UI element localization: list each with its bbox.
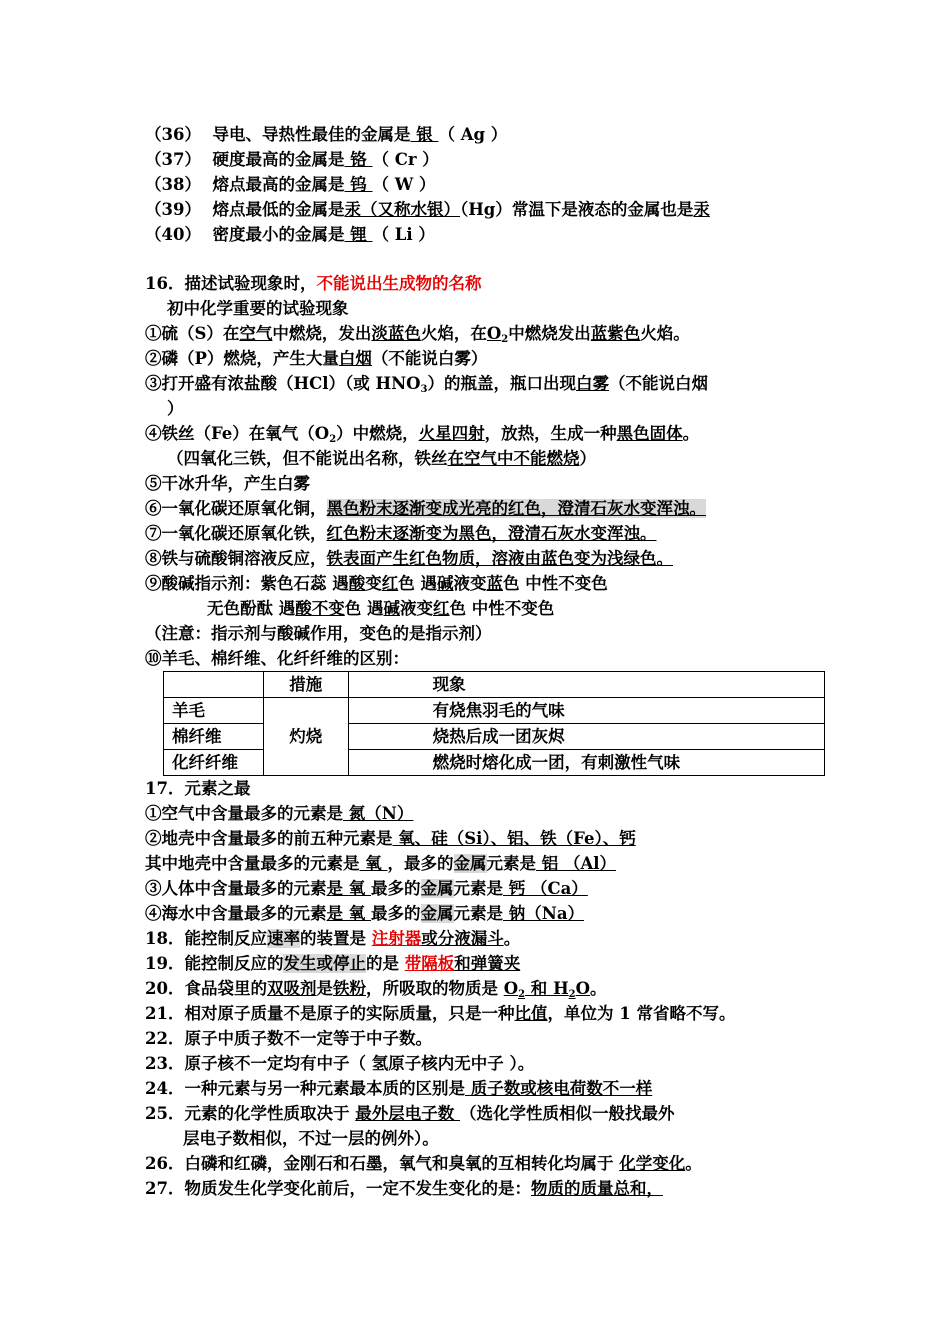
text: 色 遇: [398, 574, 437, 593]
answer: 氮（N）: [343, 804, 414, 823]
text: ①空气中含量最多的元素是: [145, 804, 343, 823]
item-number: 27．: [145, 1179, 185, 1198]
item-number: 24．: [145, 1079, 185, 1098]
item-number: （38）: [145, 175, 201, 194]
table-row: [164, 698, 825, 724]
underline-text: 空气: [239, 324, 273, 343]
text: 元素的化学性质取决于: [184, 1104, 356, 1123]
item-number: 25．: [145, 1104, 185, 1123]
text: 的是: [365, 954, 405, 973]
answer: 化学变化: [619, 1154, 686, 1173]
underline-text: 白雾: [576, 374, 609, 393]
metal-line-40: [145, 222, 825, 247]
text: ④海水中含量最多的元素: [145, 904, 327, 923]
answer: 钨: [344, 175, 373, 194]
answer: 和弹簧夹: [454, 954, 521, 973]
metal-line-39: [145, 197, 825, 222]
item-number: （37）: [145, 150, 201, 169]
item-tail: （ Ag ）: [438, 125, 508, 144]
text: 元素是: [453, 879, 503, 898]
underline-text: 铁表面产生红色物质，溶液由蓝色变为浅绿色。: [326, 549, 673, 568]
item-26: [145, 1151, 825, 1176]
table-row: [164, 724, 825, 750]
item-text: 熔点最低的金属是: [212, 200, 345, 219]
metal-line-36: [145, 122, 825, 147]
text: ④铁丝（Fe）在氧气（O: [145, 424, 330, 443]
table-header: 现象: [348, 672, 824, 698]
table-cell: 化纤纤维: [164, 750, 264, 776]
experiment-3-cont: ）: [167, 399, 184, 418]
subscript: 2: [501, 334, 509, 345]
table-row: [164, 750, 825, 776]
experiment-6: [145, 496, 825, 521]
formula: 和: [525, 979, 554, 998]
underline-text: 不变: [311, 599, 345, 618]
item-number: 19．: [145, 954, 185, 973]
underline-text: 红: [381, 574, 399, 593]
answer: 铝 （Al）: [536, 854, 617, 873]
item-text: 导电、导热性最佳的金属是: [212, 125, 411, 144]
answer: 银: [410, 125, 439, 144]
item-text: 熔点最高的金属是: [212, 175, 345, 194]
experiment-3: [145, 371, 825, 396]
underline-text: 酸: [295, 599, 312, 618]
underline-text: 碱: [437, 574, 454, 593]
text: ③打开盛有浓盐酸（HCl）（或 HNO: [145, 374, 421, 393]
item-27: [145, 1176, 825, 1201]
element-line-5: [145, 901, 825, 926]
formula: O: [503, 979, 519, 998]
text: 色 中性不变色: [503, 574, 608, 593]
item-22: [145, 1026, 825, 1051]
highlight-text: 金属: [420, 904, 454, 923]
text: （不能说白雾）: [371, 349, 488, 368]
item-text: 密度最小的金属是: [212, 225, 345, 244]
item-25: [145, 1101, 825, 1126]
experiment-1: [145, 321, 825, 346]
item-tail: （Hg）常温下是液态的金属也是: [459, 200, 694, 219]
answer: 钠（Na）: [503, 904, 585, 923]
text: 一种元素与另一种元素最本质的区别是: [184, 1079, 465, 1098]
experiment-8: [145, 546, 825, 571]
underline-text: 碱: [383, 599, 400, 618]
item-number: 26．: [145, 1154, 185, 1173]
section-17-heading: 17．元素之最: [145, 779, 251, 798]
item-number: 18．: [145, 929, 185, 948]
item-23: [145, 1051, 825, 1076]
section-16-subtitle: 初中化学重要的试验现象: [167, 299, 349, 318]
text: 的装置是: [299, 929, 372, 948]
highlight-text: 金属: [420, 879, 454, 898]
fiber-table: [163, 671, 825, 776]
text: 色 中性不变色: [449, 599, 555, 618]
item-number: （40）: [145, 225, 201, 244]
text: ②磷（P）燃烧，产生大量: [145, 349, 339, 368]
answer-red: 注射器: [371, 929, 422, 948]
experiment-2: [145, 346, 825, 371]
text: 白磷和红磷，金刚石和石墨，氧气和臭氧的互相转化均属于: [184, 1154, 620, 1173]
element-line-4: [145, 876, 825, 901]
underline-text: 红色粉末逐渐变为黑色，澄清石灰水变浑浊。: [326, 524, 657, 543]
text: （选化学性质相似一般找最外: [459, 1104, 675, 1123]
text: 。: [682, 424, 700, 443]
table-cell: 有烧焦羽毛的气味: [348, 698, 824, 724]
text: 能控制反应: [184, 929, 267, 948]
answer: 铬: [344, 150, 373, 169]
text: 中燃烧，发出: [272, 324, 372, 343]
section-title-highlight: 不能说出生成物的名称: [316, 274, 482, 293]
text: （四氧化三铁，但不能说出名称，铁丝: [167, 449, 448, 468]
text: ，放热，生成一种: [484, 424, 617, 443]
answer: 氧、硅（Si）、铝、铁（Fe）、钙: [392, 829, 636, 848]
section-16-heading: [145, 271, 825, 296]
item-20: [145, 976, 825, 1001]
table-header: [164, 672, 264, 698]
answer: 汞: [693, 200, 710, 219]
text: 最多的: [371, 879, 421, 898]
text: 食品袋里的: [184, 979, 267, 998]
underline-text: 在空气中不能燃烧: [447, 449, 580, 468]
item-number: （39）: [145, 200, 201, 219]
answer: 最外层电子数: [355, 1104, 460, 1123]
highlight-text: 金属: [453, 854, 487, 873]
text: ③人体中含量最多的元素: [145, 879, 327, 898]
subscript: 2: [568, 989, 576, 1000]
text: 色 遇: [344, 599, 384, 618]
text: ）中燃烧，: [336, 424, 419, 443]
item-number: 23．: [145, 1054, 185, 1073]
experiment-7: [145, 521, 825, 546]
table-cell: 棉纤维: [164, 724, 264, 750]
text: 液变: [453, 574, 487, 593]
text: 变: [365, 574, 382, 593]
answer: 铁粉: [332, 979, 366, 998]
subscript: 2: [329, 434, 337, 445]
subscript: 2: [518, 989, 526, 1000]
indicator-note: （注意：指示剂与酸碱作用，变色的是指示剂）: [145, 624, 492, 643]
table-cell: 烧热后成一团灰烬: [348, 724, 824, 750]
text: ）: [579, 449, 596, 468]
text: ⑥一氧化碳还原氧化铜，: [145, 499, 327, 518]
document-page: [145, 122, 825, 1201]
item-number: 22．: [145, 1029, 185, 1048]
text: ①硫（S）在: [145, 324, 240, 343]
text: 火焰，在: [420, 324, 487, 343]
experiment-4: [145, 421, 825, 446]
text: 元素是: [486, 854, 536, 873]
answer: 锂: [344, 225, 373, 244]
section-title: 描述试验现象时，: [184, 274, 317, 293]
experiment-9: [145, 571, 825, 596]
item-24: [145, 1076, 825, 1101]
metal-line-38: [145, 172, 825, 197]
table-header-row: [164, 672, 825, 698]
metal-line-37: [145, 147, 825, 172]
underline-text: 蓝: [486, 574, 503, 593]
experiment-5: ⑤干冰升华，产生白雾: [145, 474, 310, 493]
item-19: [145, 951, 825, 976]
text: ⑦一氧化碳还原氧化铁，: [145, 524, 327, 543]
experiment-10: ⑩羊毛、棉纤维、化纤纤维的区别：: [145, 649, 409, 668]
formula: O: [486, 324, 502, 343]
formula: H: [553, 979, 569, 998]
element-line-3: [145, 851, 825, 876]
item-tail: （ Li ）: [372, 225, 435, 244]
item-tail: （ Cr ）: [372, 150, 439, 169]
text: 无色酚酞 遇: [207, 599, 296, 618]
item-text: 硬度最高的金属是: [212, 150, 345, 169]
text: 原子核不一定均有中子（ 氢原子核内无中子 ）。: [184, 1054, 535, 1073]
text: 。: [685, 1154, 702, 1173]
answer: 汞（又称水银）: [344, 200, 460, 219]
answer: 物质的质量总和，: [530, 1179, 663, 1198]
item-25-cont: 层电子数相似，不过一层的例外）。: [183, 1129, 439, 1148]
text: 火焰。: [640, 324, 690, 343]
text: 相对原子质量不是原子的实际质量，只是一种: [184, 1004, 515, 1023]
text: 是: [316, 979, 333, 998]
text: ②地壳中含量最多的前五种元素是: [145, 829, 393, 848]
answer: 是 氧: [326, 879, 371, 898]
text: 。: [503, 929, 521, 948]
answer: 质子数或核电荷数不一样: [464, 1079, 653, 1098]
formula: O: [575, 979, 590, 998]
text: （不能说白烟: [609, 374, 708, 393]
highlight-text: 发生或停止: [283, 954, 366, 973]
underline-text: 火星四射: [418, 424, 485, 443]
text: 最多的: [371, 904, 421, 923]
table-cell: 羊毛: [164, 698, 264, 724]
answer: 比值: [514, 1004, 548, 1023]
text: 液变: [400, 599, 433, 618]
item-number: 20．: [145, 979, 185, 998]
answer: 或分液漏斗: [421, 929, 504, 948]
table-cell: 燃烧时熔化成一团，有刺激性气味: [348, 750, 824, 776]
item-number: 21．: [145, 1004, 185, 1023]
section-number: 16．: [145, 274, 185, 293]
item-number: （36）: [145, 125, 201, 144]
item-18: [145, 926, 825, 951]
answer: 是 氧: [326, 904, 371, 923]
underline-text: 蓝紫色: [590, 324, 641, 343]
text: 能控制反应的: [184, 954, 284, 973]
highlight-text: 速率: [266, 929, 300, 948]
text: 元素是: [453, 904, 503, 923]
underline-text: 淡蓝色: [371, 324, 421, 343]
underline-text: 黑色固体: [616, 424, 683, 443]
underline-text: 白烟: [338, 349, 372, 368]
element-line-2: [145, 826, 825, 851]
answer: 氧: [359, 854, 388, 873]
text: 原子中质子数不一定等于中子数。: [184, 1029, 432, 1048]
text: ⑧铁与硫酸铜溶液反应，: [145, 549, 327, 568]
text: 其中地壳中含量最多的元素是: [145, 854, 360, 873]
text: 。: [590, 979, 607, 998]
item-21: [145, 1001, 825, 1026]
table-header: 措施: [263, 672, 348, 698]
answer-red: 带隔板: [404, 954, 455, 973]
text: ，所吸取的物质是: [365, 979, 504, 998]
table-cell-measure: 灼烧: [263, 698, 348, 776]
text: ⑨酸碱指示剂：紫色石蕊 遇: [145, 574, 349, 593]
experiment-4-cont: [145, 446, 825, 471]
subscript: 3: [420, 384, 428, 395]
underline-text: 酸: [348, 574, 366, 593]
text: 中燃烧发出: [508, 324, 591, 343]
answer: 双吸剂: [266, 979, 317, 998]
text: ，单位为 1 常省略不写。: [547, 1004, 736, 1023]
underline-text: 红: [433, 599, 450, 618]
element-line-1: [145, 801, 825, 826]
item-tail: （ W ）: [372, 175, 436, 194]
highlight-text: 黑色粉末逐渐变成光亮的红色，澄清石灰水变浑浊。: [326, 499, 706, 518]
answer: 钙 （Ca）: [503, 879, 588, 898]
text: ，最多的: [387, 854, 454, 873]
experiment-9-line2: [145, 596, 825, 621]
text: ）的瓶盖，瓶口出现: [427, 374, 576, 393]
text: 物质发生化学变化前后，一定不发生变化的是：: [184, 1179, 531, 1198]
